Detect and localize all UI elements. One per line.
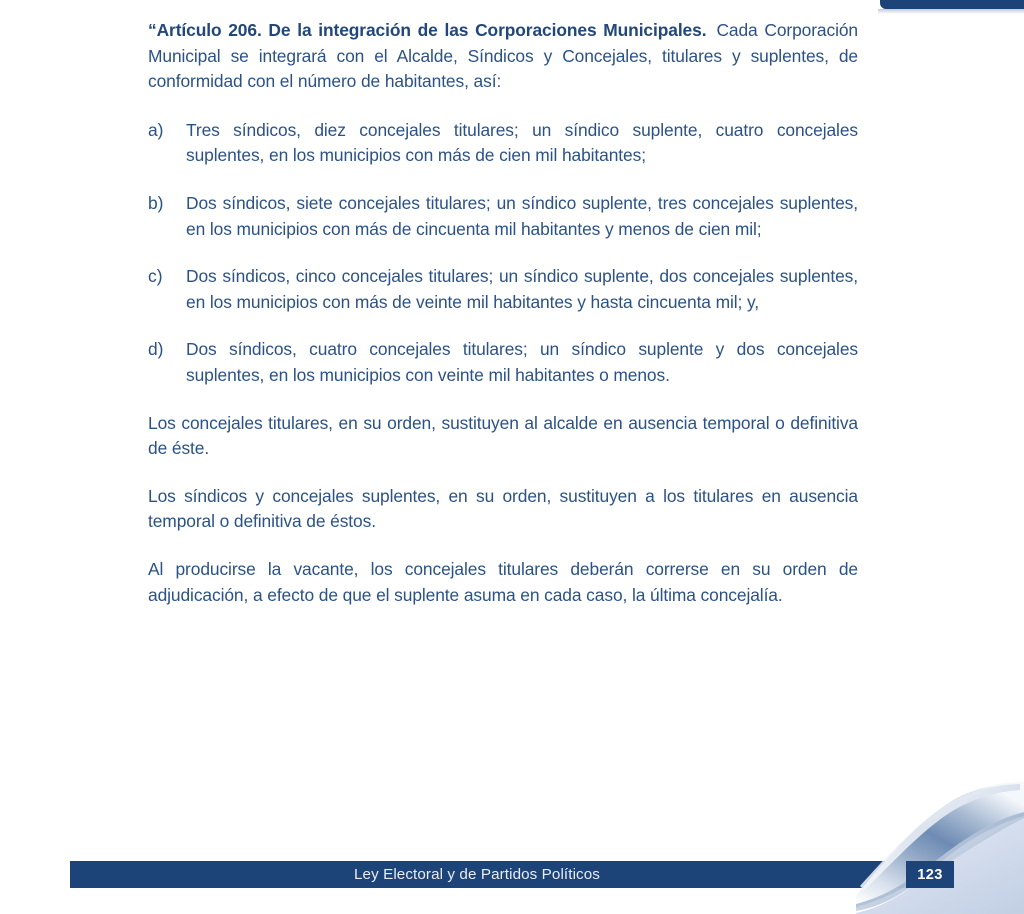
- list-item: [148, 264, 858, 315]
- top-right-bar-shadow: [878, 9, 1024, 14]
- article-heading-paragraph: [148, 18, 858, 95]
- article-body: [148, 18, 858, 608]
- list-item-text: Dos síndicos, siete concejales titulares; un síndico suplente, tres concejales suplentes, en los municipios con más de cincuenta mil habitantes y menos de cien mil;: [186, 192, 858, 239]
- article-intro-text: Cada Corporación Municipal se integrará con el Alcalde, Síndicos y Concejales, titulares y suplentes, de conformidad con el número de habitantes, así:: [148, 20, 859, 92]
- list-item-text: Tres síndicos, diez concejales titulares; un síndico suplente, cuatro concejales suplentes, en los municipios con más de cien mil habitantes;: [186, 119, 858, 166]
- list-item-marker: d): [148, 339, 164, 360]
- list-item: [148, 337, 858, 388]
- lettered-list: [148, 118, 858, 389]
- footer-title: Ley Electoral y de Partidos Políticos: [354, 866, 600, 883]
- list-item: [148, 191, 858, 242]
- list-item-text: Dos síndicos, cinco concejales titulares; un síndico suplente, dos concejales suplentes, en los municipios con más de veinte mil habitantes y hasta cincuenta mil; y,: [186, 266, 858, 312]
- list-item: [148, 118, 858, 169]
- article-title: “Artículo 206. De la integración de las Corporaciones Municipales.: [148, 20, 707, 40]
- page-number-badge: 123: [906, 861, 954, 888]
- body-paragraph: Los concejales titulares, en su orden, sustituyen al alcalde en ausencia temporal o definitiva de éste.: [148, 412, 858, 459]
- list-item-marker: b): [148, 192, 164, 213]
- list-item-marker: c): [148, 266, 163, 287]
- page-curl-graphic: [856, 782, 1024, 914]
- body-paragraph: Al producirse la vacante, los concejales titulares deberán correrse en su orden de adjudicación, a efecto de que el suplente asuma en cada caso, la última concejalía.: [148, 558, 858, 605]
- list-item-marker: a): [148, 119, 164, 140]
- top-right-bar-decoration: [880, 0, 1024, 9]
- body-paragraph: Los síndicos y concejales suplentes, en su orden, sustituyen a los titulares en ausencia temporal o definitiva de éstos.: [148, 485, 858, 532]
- list-item-text: Dos síndicos, cuatro concejales titulares; un síndico suplente y dos concejales suplentes, en los municipios con veinte mil habitantes o menos.: [186, 339, 858, 385]
